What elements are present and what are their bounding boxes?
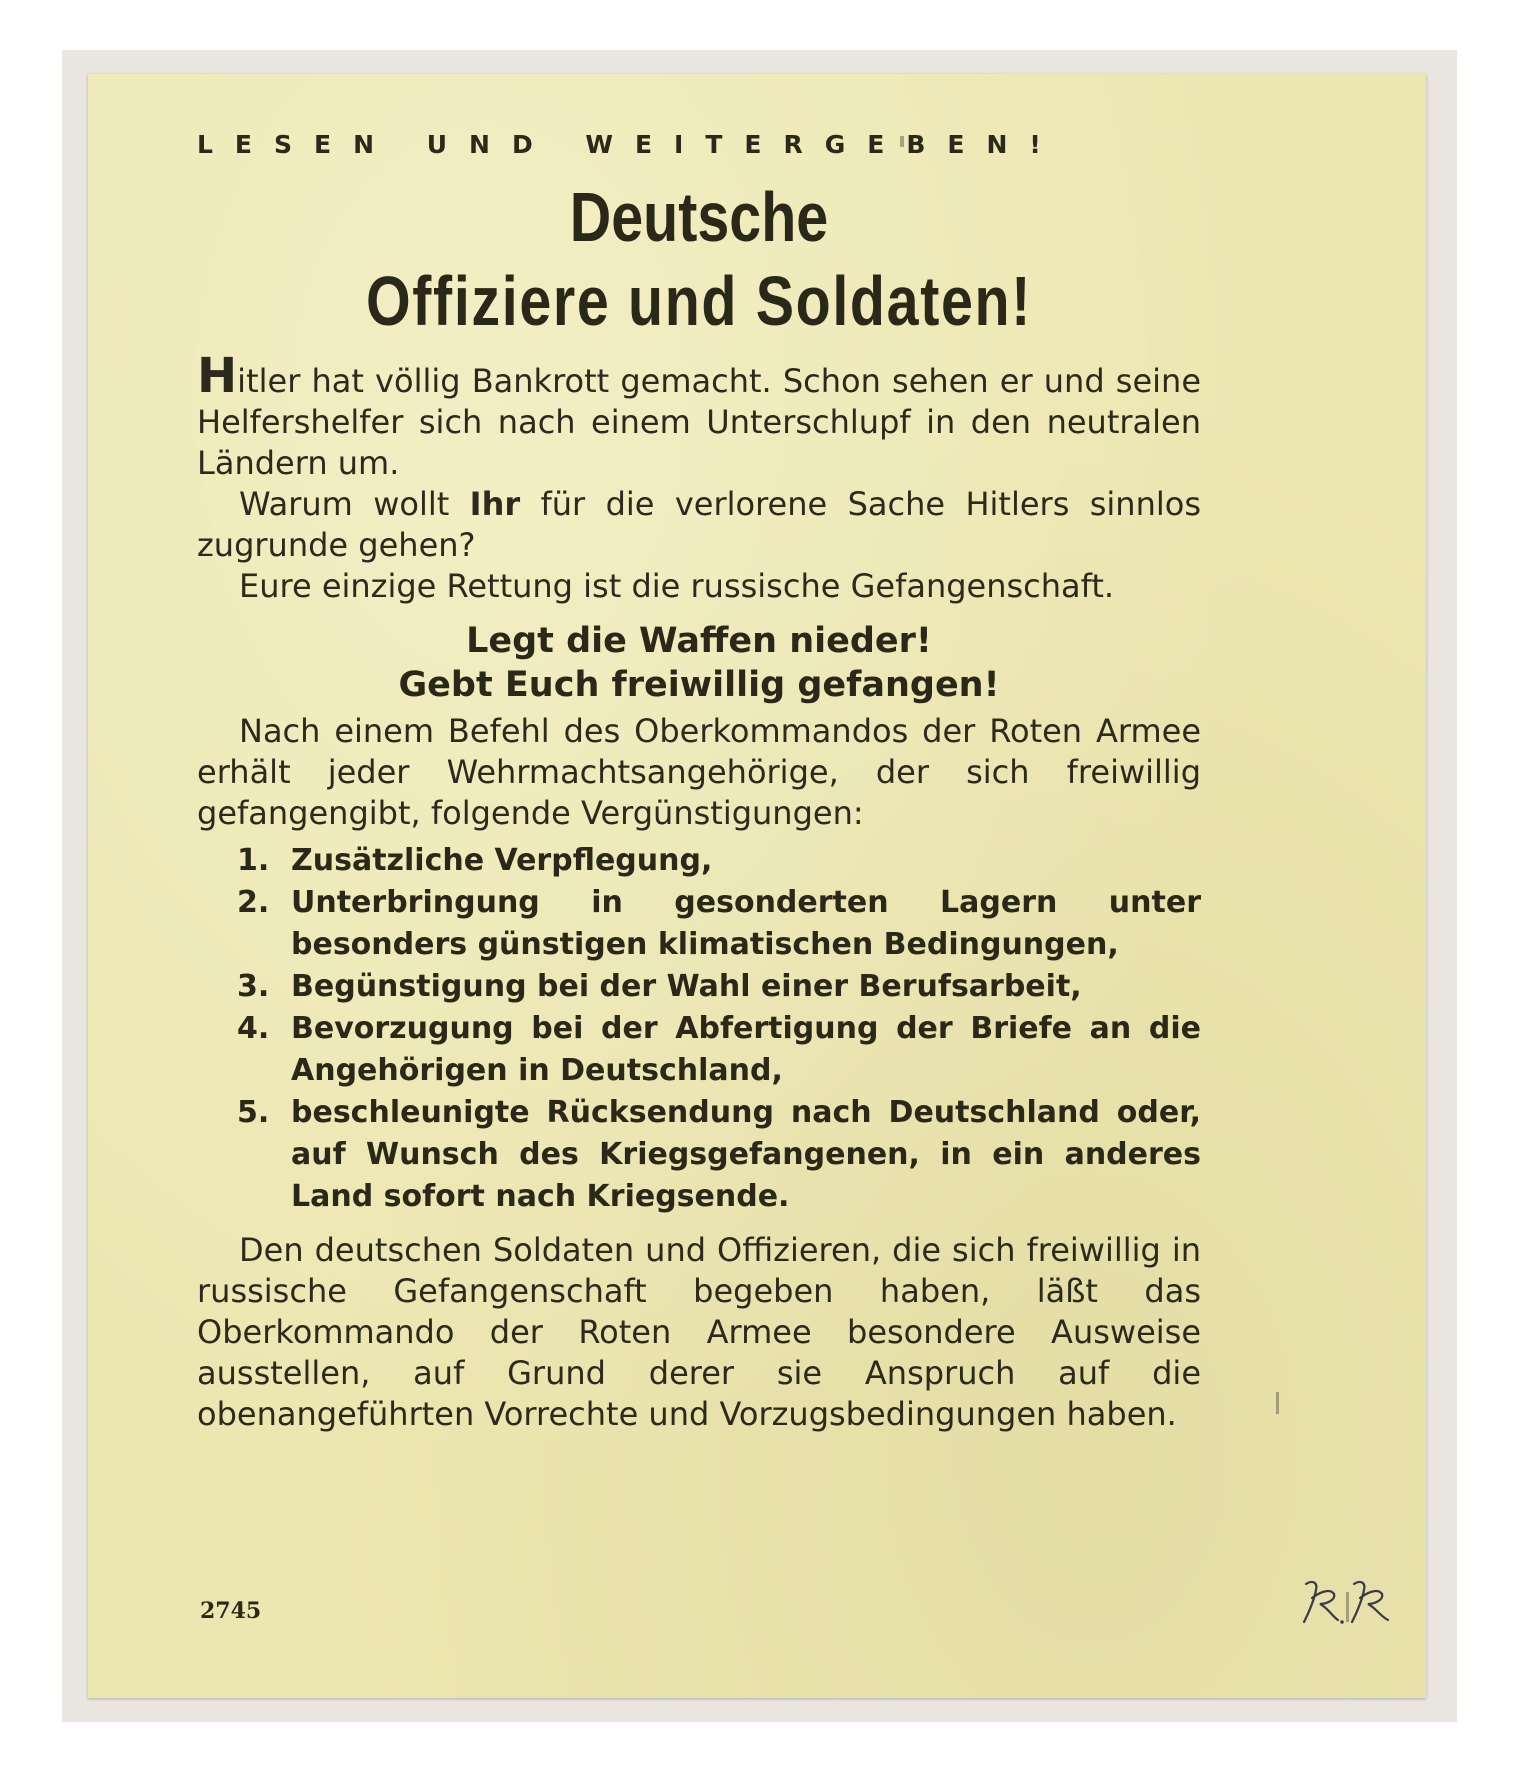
closing-paragraph: Den deutschen Soldaten und Offizieren, die sich freiwillig in russische Gefangenschaft begeben haben, läßt das Oberkommando der Roten Armee besondere Ausweise ausstellen, auf Grund derer sie Anspruch auf die obenangeführten Vorrechte und Vorzugsbedingungen haben. <box>197 1231 1201 1433</box>
list-item-number: 5. <box>237 1095 270 1130</box>
list-item <box>237 966 1201 1008</box>
callout-lay-down-arms <box>197 619 1201 707</box>
drop-cap: H <box>197 348 238 404</box>
initials-signature-drawing <box>1298 1574 1398 1634</box>
list-item-text: beschleunigte Rücksendung nach Deutschland oder, auf Wunsch des Kriegsgefangenen, in ein anderes Land sofort nach Kriegsende. <box>291 1095 1201 1214</box>
question-paragraph <box>197 484 1201 566</box>
list-item-text: Zusätzliche Verpflegung, <box>291 843 713 878</box>
leaflet-code-number: 2745 <box>200 1598 262 1624</box>
callout-line-1: Legt die Waffen nieder! <box>466 621 932 661</box>
list-item <box>237 1008 1201 1092</box>
list-item-text: Bevorzugung bei der Abfertigung der Briefe an die Angehörigen in Deutschland, <box>291 1011 1201 1088</box>
emphasis-ihr: Ihr <box>469 485 521 523</box>
order-paragraph: Nach einem Befehl des Oberkommandos der Roten Armee erhält jeder Wehrmachtsangehörige, der sich freiwillig gefangengibt, folgende Vergünstigungen: <box>197 712 1201 832</box>
benefits-list <box>197 840 1201 1218</box>
intro-text: itler hat völlig Bankrott gemacht. Schon sehen er und seine Helfershelfer sich nach einem Unterschlupf in den neutralen Ländern um. <box>197 362 1201 482</box>
title-line-2: Offiziere und Soldaten! <box>366 262 1032 340</box>
list-item-text: Unterbringung in gesonderten Lagern unter besonders günstigen klimatischen Bedingungen, <box>291 885 1201 962</box>
question-text-end: für die verlorene Sache Hitlers sinnlos zugrunde gehen? <box>197 485 1202 564</box>
paper-speck <box>1276 1392 1279 1414</box>
list-item <box>237 1092 1201 1218</box>
list-item-number: 4. <box>237 1011 270 1046</box>
list-item-number: 1. <box>237 843 270 878</box>
question-text-start: Warum wollt <box>239 485 470 523</box>
list-item-number: 2. <box>237 885 270 920</box>
handwritten-initials-signature <box>1298 1574 1398 1638</box>
leaflet-content <box>197 130 1201 1435</box>
header-read-and-pass-on: LESEN UND WEITERGEBEN! <box>197 130 1063 159</box>
callout-line-2: Gebt Euch freiwillig gefangen! <box>398 665 1000 705</box>
title-line-1: Deutsche <box>569 178 829 256</box>
intro-paragraph <box>197 348 1201 484</box>
list-item-text: Begünstigung bei der Wahl einer Berufsarbeit, <box>291 969 1082 1004</box>
rescue-paragraph: Eure einzige Rettung ist die russische Gefangenschaft. <box>239 567 1115 605</box>
list-item <box>237 882 1201 966</box>
list-item-number: 3. <box>237 969 270 1004</box>
list-item <box>237 840 1201 882</box>
